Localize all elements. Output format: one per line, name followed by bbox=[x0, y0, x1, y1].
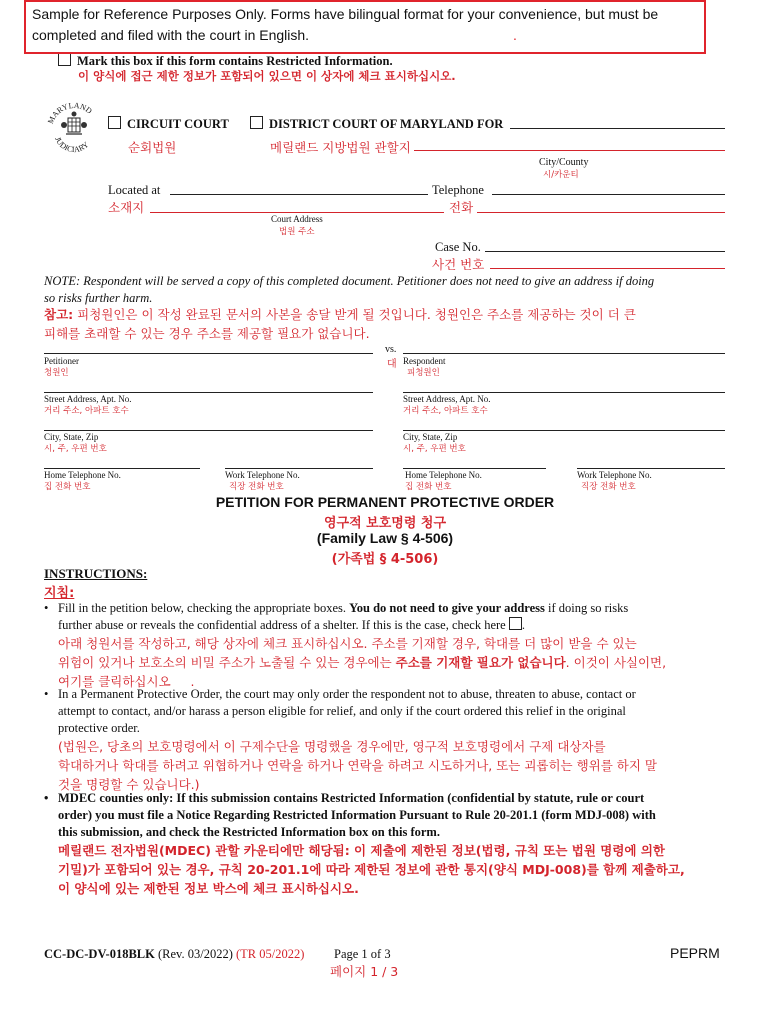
notice-dot: . bbox=[512, 27, 517, 43]
court-address-ko-line bbox=[150, 212, 444, 213]
confidential-address-checkbox[interactable] bbox=[509, 617, 522, 630]
petitioner-street-label: Street Address, Apt. No. bbox=[44, 394, 132, 404]
court-telephone-field[interactable] bbox=[492, 194, 725, 195]
petitioner-work-phone-label: Work Telephone No. bbox=[225, 470, 300, 480]
located-at-label: Located at bbox=[108, 183, 161, 197]
petitioner-work-phone-label-ko: 직장 전화 번호 bbox=[229, 482, 284, 492]
case-number-ko-line bbox=[490, 268, 725, 269]
note-line-1: NOTE: Respondent will be served a copy of this completed document. Petitioner does not need to give an address if doing bbox=[44, 274, 655, 288]
petitioner-label-ko: 청원인 bbox=[44, 368, 69, 378]
footer-page-number-ko: 페이지 1 / 3 bbox=[330, 964, 399, 979]
court-telephone-ko-line bbox=[477, 212, 725, 213]
b3-text-ko-1: 메릴랜드 전자법원(MDEC) 관할 카운티에만 해당됨: 이 제출에 제한된 정보(법령, 규칙 또는 법원 명령에 의한 bbox=[58, 843, 665, 858]
form-subtitle: (Family Law § 4-506) bbox=[316, 530, 454, 546]
b1-text-ko-2b: . 이것이 사실이면, bbox=[565, 655, 667, 670]
respondent-street-label-ko: 거리 주소, 아파트 호수 bbox=[403, 406, 488, 416]
b2-text-ko-2: 학대하거나 학대를 하려고 위협하거나 연락을 하거나 연락을 하려고 시도하거나, 또는 괴롭히는 행위를 하지 말 bbox=[58, 758, 658, 773]
b2-text-3: protective order. bbox=[58, 721, 140, 735]
located-at-label-ko: 소재지 bbox=[108, 200, 145, 215]
svg-text:MARYLAND: MARYLAND bbox=[46, 100, 94, 126]
petitioner-name-field[interactable] bbox=[44, 353, 373, 354]
petitioner-home-phone-field[interactable] bbox=[44, 468, 200, 469]
note-label-ko: 참고: bbox=[44, 307, 74, 322]
petitioner-work-phone-field[interactable] bbox=[225, 468, 373, 469]
restricted-info-row[interactable] bbox=[58, 53, 393, 68]
respondent-city-label-ko: 시, 주, 우편 번호 bbox=[403, 444, 466, 454]
instruction-bullet-1: • Fill in the petition below, checking the appropriate boxes. You do not need to give your address if doing so risks further abuse or reveals the confidential address of a shelter. If this is the case, check here . 아래 청원서를 작성하고, 해당 상자에 체크 표시하십시오. 주소를 기재할 경우, 학대를 더 많이 받을 수 있는 위험이 있거나 보호소의 비밀 주소가 노출될 수 있는 경우에는 주소를 기재할 필요가 없습니다. 이것이 사실이면, 여기를 클릭하십시오 . bbox=[44, 600, 734, 691]
b1-text-ko-3[interactable]: 여기를 클릭하십시오 bbox=[58, 674, 171, 689]
respondent-home-phone-field[interactable] bbox=[403, 468, 546, 469]
court-address-label-ko: 법원 주소 bbox=[279, 227, 315, 237]
court-location-field[interactable] bbox=[510, 128, 725, 129]
district-court-option[interactable] bbox=[250, 116, 503, 132]
b1-text-ko-1: 아래 청원서를 작성하고, 해당 상자에 체크 표시하십시오. 주소를 기재할 경우, 학대를 더 많이 받을 수 있는 bbox=[58, 636, 637, 651]
petitioner-home-phone-label-ko: 집 전화 번호 bbox=[44, 482, 91, 492]
b2-text-ko-1: (법원은, 당초의 보호명령에서 이 구제수단을 명령했을 경우에만, 영구적 보호명령에서 구제 대상자를 bbox=[58, 739, 606, 754]
city-county-label: City/County bbox=[539, 157, 589, 168]
respondent-label-ko: 피청원인 bbox=[407, 368, 440, 378]
footer-page-number: Page 1 of 3 bbox=[334, 947, 391, 961]
city-county-label-ko: 시/카운티 bbox=[543, 170, 579, 180]
note-text-ko bbox=[44, 305, 744, 343]
instruction-bullet-2: • In a Permanent Protective Order, the court may only order the respondent not to abuse, threaten to abuse, contact or attempt to contact, and/or harass a person eligible for relief, and only if the court ordered this relief in the original protective order. (법원은, 당초의 보호명령에서 이 구제수단을 명령했을 경우에만, 영구적 보호명령에서 구제 대상자를 학대하거나 학대를 하려고 위협하거나 연락을 하거나 연락을 하려고 시도하거나, 또는 괴롭히는 행위를 하지 말 것을 명령할 수 있습니다.) bbox=[44, 686, 734, 794]
respondent-name-field[interactable] bbox=[403, 353, 725, 354]
circuit-court-checkbox[interactable] bbox=[108, 116, 121, 129]
instruction-bullet-3: • MDEC counties only: If this submission contains Restricted Information (confidential by statute, rule or court order) you must file a Notice Regarding Restricted Information Pursuant to Rule 20-201.1 (form MDJ-008) with this submission, and check the Restricted Information box on this form. 메릴랜드 전자법원(MDEC) 관할 카운티에만 해당됨: 이 제출에 제한된 정보(법령, 규칙 또는 법원 명령에 의한 기밀)가 포함되어 있는 경우, 규칙 20-201.1에 따라 제한된 정보에 관한 통지(양식 MDJ-008)를 함께 제출하고, 이 양식에 있는 제한된 정보 박스에 체크 표시하십시오. bbox=[44, 790, 734, 898]
petitioner-city-label-ko: 시, 주, 우편 번호 bbox=[44, 444, 107, 454]
b2-text-1: In a Permanent Protective Order, the court may only order the respondent not to abuse, threaten to abuse, contact or bbox=[58, 687, 636, 701]
instructions-heading-ko: 지침: bbox=[44, 586, 75, 601]
b3-text-2: order) you must file a Notice Regarding Restricted Information Pursuant to Rule 20-201.1 (form MDJ-008) with bbox=[58, 808, 656, 822]
note-line-2-ko: 피해를 초래할 수 있는 경우 주소를 제공할 필요가 없습니다. bbox=[44, 326, 370, 341]
notice-line-1: Sample for Reference Purposes Only. Forms have bilingual format for your convenience, but must be bbox=[32, 6, 659, 22]
respondent-work-phone-label: Work Telephone No. bbox=[577, 470, 652, 480]
respondent-home-phone-label: Home Telephone No. bbox=[405, 470, 482, 480]
note-text bbox=[44, 273, 744, 307]
form-subtitle-ko: (가족법 § 4-506) bbox=[331, 552, 439, 567]
footer-form-code: PEPRM bbox=[670, 945, 720, 961]
respondent-work-phone-field[interactable] bbox=[577, 468, 725, 469]
respondent-street-label: Street Address, Apt. No. bbox=[403, 394, 491, 404]
circuit-court-label-ko: 순회법원 bbox=[128, 140, 177, 155]
notice-line-2: completed and filed with the court in English. bbox=[32, 27, 310, 43]
b3-text-3: this submission, and check the Restricted Information box on this form. bbox=[58, 825, 440, 839]
respondent-city-label: City, State, Zip bbox=[403, 432, 458, 442]
circuit-court-option[interactable] bbox=[108, 116, 229, 132]
petitioner-street-label-ko: 거리 주소, 아파트 호수 bbox=[44, 406, 129, 416]
respondent-work-phone-label-ko: 직장 전화 번호 bbox=[581, 482, 636, 492]
b1-text-ko-2a: 위험이 있거나 보호소의 비밀 주소가 노출될 수 있는 경우에는 bbox=[58, 655, 396, 670]
restricted-info-label-ko: 이 양식에 접근 제한 정보가 포함되어 있으면 이 상자에 체크 표시하십시오. bbox=[78, 69, 456, 83]
petitioner-label: Petitioner bbox=[44, 356, 79, 366]
petitioner-city-label: City, State, Zip bbox=[44, 432, 99, 442]
b1-text-a: Fill in the petition below, checking the appropriate boxes. bbox=[58, 601, 350, 615]
respondent-home-phone-label-ko: 집 전화 번호 bbox=[405, 482, 452, 492]
court-address-field[interactable] bbox=[170, 194, 428, 195]
restricted-info-label: Mark this box if this form contains Restricted Information. bbox=[77, 54, 393, 68]
vs-label: vs. bbox=[385, 344, 397, 355]
telephone-label: Telephone bbox=[432, 183, 484, 197]
court-location-field-ko-line bbox=[414, 150, 725, 151]
instructions-heading: INSTRUCTIONS: bbox=[44, 566, 148, 581]
note-line-1-ko: 피청원인은 이 작성 완료된 문서의 사본을 송달 받게 될 것입니다. 청원인은 주소를 제공하는 것이 더 큰 bbox=[73, 307, 636, 322]
b1-text-c: further abuse or reveals the confidential address of a shelter. If this is the case, check here bbox=[58, 618, 506, 632]
sample-notice-box bbox=[24, 0, 706, 54]
svg-text:JUDICIARY: JUDICIARY bbox=[53, 135, 91, 155]
circuit-court-label: CIRCUIT COURT bbox=[127, 117, 229, 131]
b1-text-ko-bold: 주소를 기재할 필요가 없습니다 bbox=[395, 655, 566, 670]
petitioner-home-phone-label: Home Telephone No. bbox=[44, 470, 121, 480]
b1-text-bold: You do not need to give your address bbox=[349, 601, 545, 615]
court-address-label: Court Address bbox=[271, 214, 323, 224]
form-title-ko: 영구적 보호명령 청구 bbox=[323, 516, 447, 531]
footer-translation-revision: (TR 05/2022) bbox=[236, 947, 305, 961]
vs-label-ko: 대 bbox=[387, 359, 397, 370]
footer-form-info bbox=[44, 947, 304, 962]
form-title: PETITION FOR PERMANENT PROTECTIVE ORDER bbox=[215, 494, 555, 510]
b1-text-b: if doing so risks bbox=[544, 601, 629, 615]
district-court-label: DISTRICT COURT OF MARYLAND FOR bbox=[269, 117, 504, 131]
respondent-street-field[interactable] bbox=[403, 392, 725, 393]
footer-form-id: CC-DC-DV-018BLK bbox=[44, 947, 155, 961]
petitioner-city-field[interactable] bbox=[44, 430, 373, 431]
case-number-field[interactable] bbox=[485, 251, 725, 252]
maryland-judiciary-seal-icon bbox=[44, 98, 104, 158]
b2-text-2: attempt to contact, and/or harass a person eligible for relief, and only if the court ordered this relief in the original bbox=[58, 704, 626, 718]
district-court-label-ko: 메릴랜드 지방법원 관할지 bbox=[270, 140, 411, 155]
b3-text-ko-2: 기밀)가 포함되어 있는 경우, 규칙 20-201.1에 따라 제한된 정보에 관한 통지(양식 MDJ-008)를 함께 제출하고, bbox=[58, 862, 685, 877]
b2-text-ko-3: 것을 명령할 수 있습니다.) bbox=[58, 777, 200, 792]
case-number-label: Case No. bbox=[435, 240, 481, 254]
respondent-city-field[interactable] bbox=[403, 430, 725, 431]
footer-revision: (Rev. 03/2022) bbox=[154, 947, 236, 961]
district-court-checkbox[interactable] bbox=[250, 116, 263, 129]
respondent-label: Respondent bbox=[403, 356, 446, 366]
restricted-info-checkbox[interactable] bbox=[58, 53, 71, 66]
note-line-2: so risks further harm. bbox=[44, 291, 153, 305]
b3-text-ko-3: 이 양식에 있는 제한된 정보 박스에 체크 표시하십시오. bbox=[58, 881, 359, 896]
petitioner-street-field[interactable] bbox=[44, 392, 373, 393]
telephone-label-ko: 전화 bbox=[449, 200, 474, 215]
case-number-label-ko: 사건 번호 bbox=[432, 257, 485, 272]
b3-text-1: MDEC counties only: If this submission contains Restricted Information (confidential by statute, rule or court bbox=[58, 791, 645, 805]
